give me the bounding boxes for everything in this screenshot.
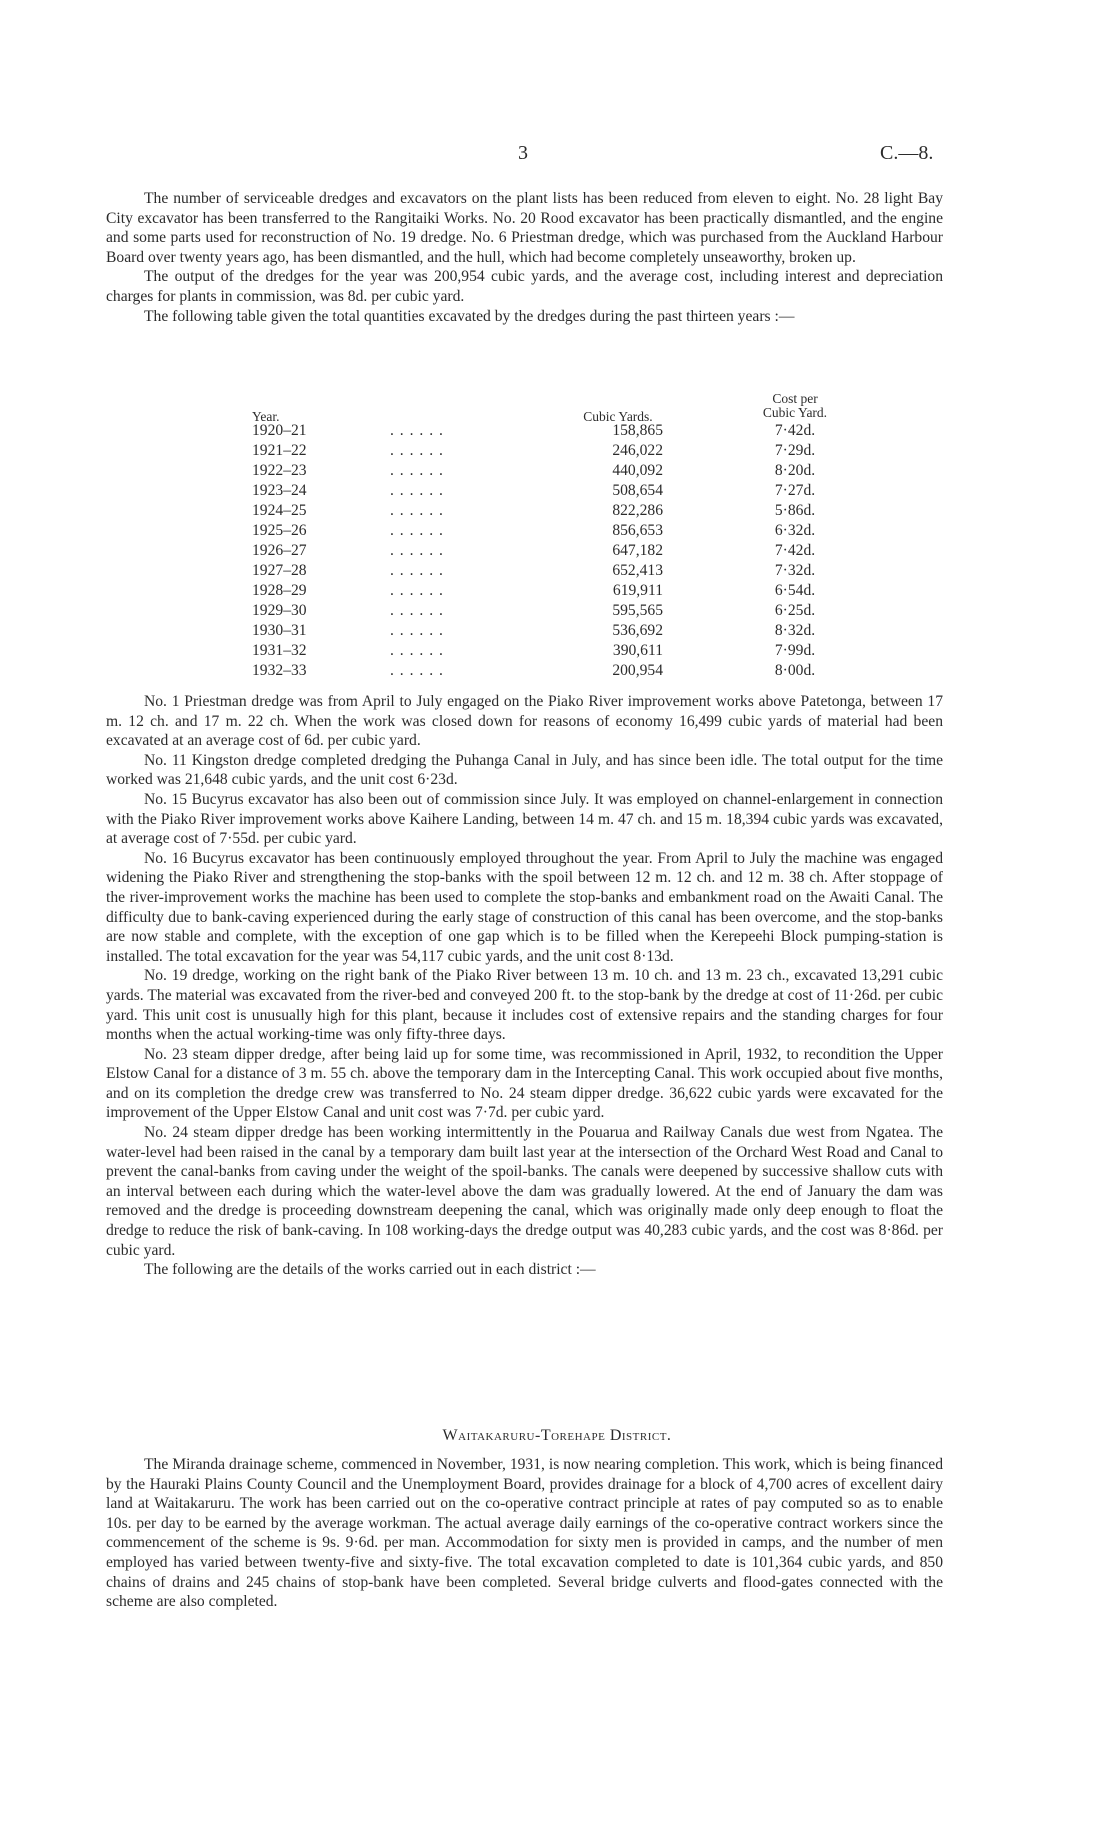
cubic-yards-cell: 246,022 [612,442,663,459]
cost-cell: 7·27d. [774,482,816,499]
cubic-yards-cell: 390,611 [612,642,663,659]
paragraph-miranda-scheme: The Miranda drainage scheme, commenced in November, 1931, is now nearing completion. This work, which is being financed by the Hauraki Plains County Council and the Unemployment Board, provides drainage for a block of 4,700 acres of excellent dairy land at Waitakaruru. The work has been carried out on the co-operative contract principle at rates of pay computed so as to enable 10s. per day to be earned by the average workman. The actual average daily earnings of the co-operative contract workers since the commencement of the scheme is 9s. 9·6d. per man. Accommodation for sixty men is provided in camps, and the number of men employed has varied between twenty-five and sixty-five. The total excavation completed to date is 101,364 cubic yards, and 850 chains of drains and 245 chains of stop-bank have been completed. Several bridge culverts and flood-gates connected with the scheme are also completed. [106,1456,943,1611]
table-row [106,641,943,661]
cost-cell: 6·25d. [774,602,816,619]
year-cell: 1929–30 [252,602,307,619]
year-cell: 1928–29 [252,582,307,599]
cubic-yards-cell: 619,911 [612,582,663,599]
cost-cell: 5·86d. [774,502,816,519]
year-cell: 1921–22 [252,442,307,459]
cubic-yards-cell: 647,182 [612,542,663,559]
district-heading: Waitakaruru-Torehape District. [442,1427,672,1444]
dredge-reports-section [106,692,943,1280]
cubic-yards-cell: 595,565 [612,602,663,619]
paragraph-excavator-15: No. 15 Bucyrus excavator has also been out of commission since July. It was employed on channel-enlargement in connection with the Piako River improvement works above Kaihere Landing, between 14 m. 47 ch. and 15 m. 18,394 cubic yards was excavated, at average cost of 7·55d. per cubic yard. [106,790,943,848]
cubic-yards-cell: 536,692 [612,622,663,639]
table-row [106,501,943,521]
paragraph-dredge-23: No. 23 steam dipper dredge, after being laid up for some time, was recommissioned in April, 1932, to recondition the Upper Elstow Canal for a distance of 3 m. 55 ch. above the temporary dam in the Intercepting Canal. This work occupied about five months, and on its completion the dredge crew was transferred to No. 24 steam dipper dredge. 36,622 cubic yards were excavated for the improvement of the Upper Elstow Canal and unit cost was 7·7d. per cubic yard. [106,1045,943,1122]
dot-leader: . . . . . . [390,622,444,639]
cost-cell: 6·54d. [774,582,816,599]
cubic-yards-cell: 200,954 [612,662,663,679]
table-row [106,441,943,461]
cubic-yards-cell: 822,286 [612,502,663,519]
dot-leader: . . . . . . [390,442,444,459]
paragraph-district-intro: The following are the details of the works carried out in each district :— [144,1261,596,1279]
paragraph-dredge-19: No. 19 dredge, working on the right bank of the Piako River between 13 m. 10 ch. and 13 m. 23 ch., excavated 13,291 cubic yards. The material was excavated from the river-bed and conveyed 200 ft. to the stop-bank by the dredge at cost of 11·26d. per cubic yard. This unit cost is unusually high for this plant, because it includes cost of extensive repairs and the standing charges for four months when the actual working-time was only fifty-three days. [106,967,943,1044]
cubic-yards-cell: 508,654 [612,482,663,499]
dot-leader: . . . . . . [390,462,444,479]
dot-leader: . . . . . . [390,522,444,539]
dot-leader: . . . . . . [390,542,444,559]
column-header-cost-line-1: Cost per [772,391,818,406]
cubic-yards-cell: 440,092 [612,462,663,479]
page-number: 3 [518,142,528,164]
column-header-year: Year. [252,409,280,424]
dot-leader: . . . . . . [390,422,444,439]
table-row [106,541,943,561]
year-cell: 1927–28 [252,562,307,579]
table-row [106,621,943,641]
year-cell: 1930–31 [252,622,307,639]
paragraph-dredge-1: No. 1 Priestman dredge was from April to July engaged on the Piako River improvement works above Patetonga, between 17 m. 12 ch. and 17 m. 22 ch. When the work was closed down for reasons of economy 16,499 cubic yards of material had been excavated at an average cost of 6d. per cubic yard. [106,693,943,750]
paragraph-dredge-24: No. 24 steam dipper dredge has been working intermittently in the Pouarua and Railway Canals due west from Ngatea. The water-level had been raised in the canal by a temporary dam built last year at the intersection of the Orchard West Road and Canal to prevent the canal-banks from caving under the weight of the spoil-banks. The canals were deepened by successive shallow cuts with an interval between each during which the water-level above the dam was gradually lowered. At the end of January the dam was removed and the dredge is proceeding downstream deepening the canal, which was originally made only deep enough to float the dredge to reduce the risk of bank-caving. In 108 working-days the dredge output was 40,283 cubic yards, and the cost was 8·86d. per cubic yard. [106,1124,943,1259]
table-row [106,421,943,441]
cost-cell: 7·42d. [774,542,816,559]
cubic-yards-cell: 652,413 [612,562,663,579]
year-cell: 1922–23 [252,462,307,479]
year-cell: 1920–21 [252,422,307,439]
paragraph-dredge-11: No. 11 Kingston dredge completed dredging the Puhanga Canal in July, and has since been idle. The total output for the time worked was 21,648 cubic yards, and the unit cost 6·23d. [106,751,943,789]
column-header-cost-line-2: Cubic Yard. [762,405,828,420]
district-section [106,1455,943,1612]
cubic-yards-cell: 158,865 [612,422,663,439]
column-header-cubic-yards: Cubic Yards. [583,409,653,424]
table-row [106,561,943,581]
intro-section [106,189,943,326]
paragraph-plant-reduction: The number of serviceable dredges and excavators on the plant lists has been reduced from eleven to eight. No. 28 light Bay City excavator has been transferred to the Rangitaiki Works. No. 20 Rood excavator has been practically dismantled, and the engine and some parts used for reconstruction of No. 19 dredge. No. 6 Priestman dredge, which was purchased from the Auckland Harbour Board over twenty years ago, has been dismantled, and the hull, which had become completely unseaworthy, broken up. [106,190,943,266]
document-reference: C.—8. [880,142,934,164]
dot-leader: . . . . . . [390,662,444,679]
dot-leader: . . . . . . [390,582,444,599]
cost-cell: 7·42d. [774,422,816,439]
cost-cell: 7·29d. [774,442,816,459]
table-row [106,581,943,601]
paragraph-output-summary: The output of the dredges for the year was 200,954 cubic yards, and the average cost, including interest and depreciation charges for plants in commission, was 8d. per cubic yard. [106,268,943,305]
cost-cell: 8·32d. [774,622,816,639]
year-cell: 1932–33 [252,662,307,679]
cost-cell: 8·00d. [774,662,816,679]
cost-cell: 8·20d. [774,462,816,479]
year-cell: 1923–24 [252,482,307,499]
table-row [106,661,943,681]
table-row [106,481,943,501]
dot-leader: . . . . . . [390,562,444,579]
dot-leader: . . . . . . [390,502,444,519]
paragraph-excavator-16: No. 16 Bucyrus excavator has been continuously employed throughout the year. From April to July the machine was engaged widening the Piako River and strengthening the stop-banks with the spoil between 12 m. 12 ch. and 12 m. 38 ch. After stoppage of the river-improvement works the machine has been used to complete the stop-banks and embankment road on the Awaiti Canal. The difficulty due to bank-caving experienced during the early stage of construction of this canal has been overcome, and the stop-banks are now stable and complete, with the exception of one gap which is to be filled when the Kerepeehi Block pumping-station is installed. The total excavation for the year was 54,117 cubic yards, and the unit cost 8·13d. [106,849,943,965]
column-header-cost [731,392,859,420]
cubic-yards-cell: 856,653 [612,522,663,539]
dot-leader: . . . . . . [390,642,444,659]
year-cell: 1924–25 [252,502,307,519]
table-row [106,601,943,621]
cost-cell: 6·32d. [774,522,816,539]
year-cell: 1925–26 [252,522,307,539]
cost-cell: 7·99d. [774,642,816,659]
dot-leader: . . . . . . [390,602,444,619]
cost-cell: 7·32d. [774,562,816,579]
table-row [106,461,943,481]
dot-leader: . . . . . . [390,482,444,499]
year-cell: 1931–32 [252,642,307,659]
year-cell: 1926–27 [252,542,307,559]
paragraph-table-intro: The following table given the total quantities excavated by the dredges during the past thirteen years :— [144,307,795,325]
table-row [106,521,943,541]
